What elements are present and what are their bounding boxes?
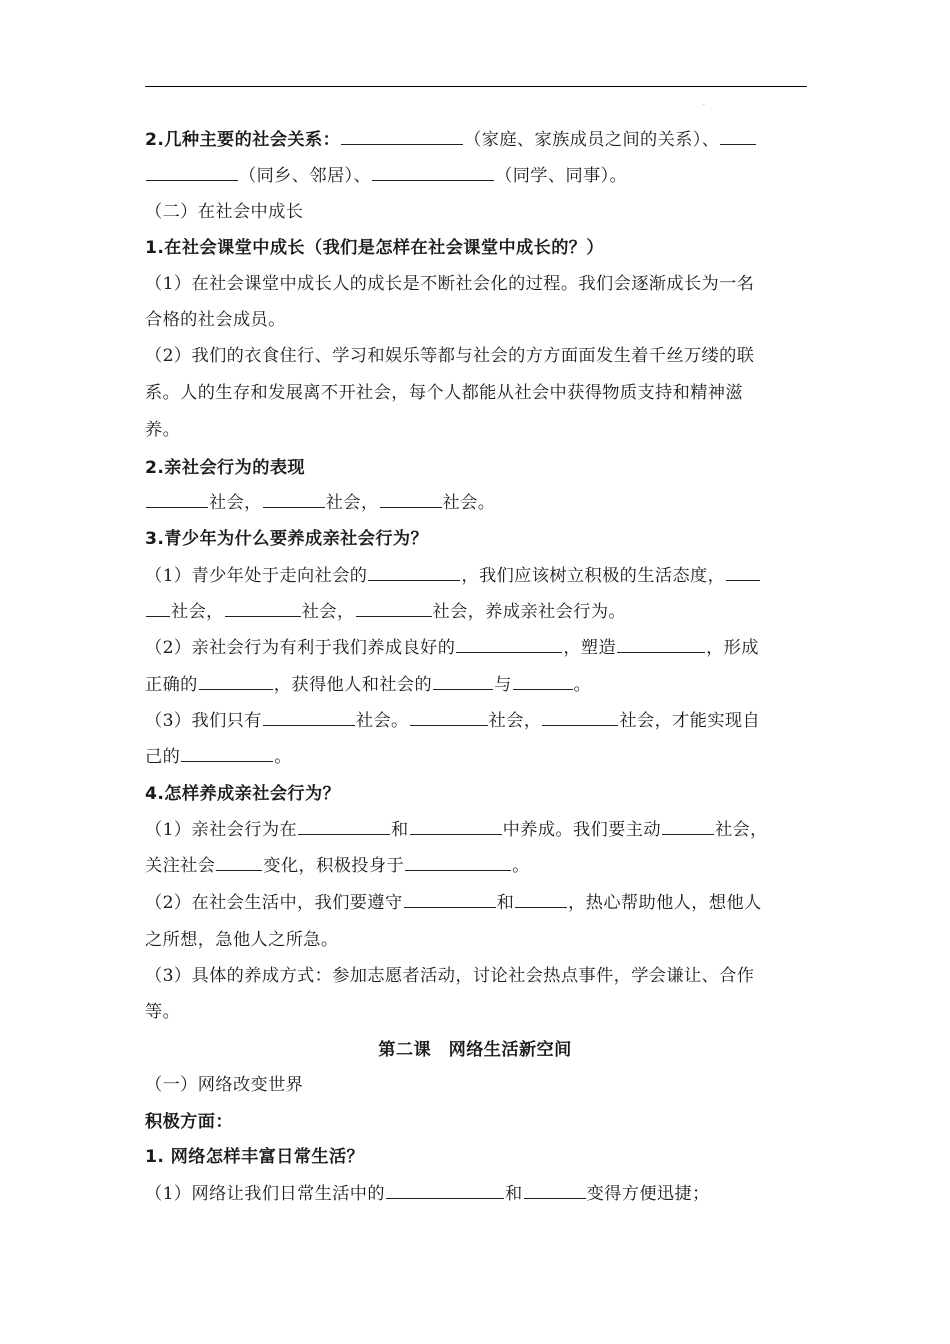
lesson-title: 第二课 网络生活新空间: [378, 1040, 572, 1060]
blank: [368, 566, 460, 581]
q4-p1-line2: 关注社会 变化，积极投身于 。: [145, 856, 530, 876]
blank: [456, 638, 562, 653]
blank: [146, 602, 170, 617]
header-dot: .: [703, 100, 705, 107]
blank: [263, 711, 355, 726]
q1-p1-line1: （1）在社会课堂中成长人的成长是不断社会化的过程。我们会逐渐成长为一名: [145, 274, 755, 294]
q2-title: 2.亲社会行为的表现: [145, 458, 305, 478]
q3-title: 3.青少年为什么要养成亲社会行为？: [145, 529, 429, 549]
q2-line: 社会， 社会， 社会。: [145, 492, 495, 514]
lesson-heading: （一）网络改变世界: [145, 1075, 304, 1095]
blank: [405, 856, 511, 871]
q4-p3-line1: （3）具体的养成方式：参加志愿者活动，讨论社会热点事件，学会谦让、合作: [145, 966, 755, 986]
q3-p2-line1: （2）亲社会行为有利于我们养成良好的 ，塑造 ，形成: [145, 638, 759, 658]
q4-p2-line2: 之所想，急他人之所急。: [145, 930, 339, 950]
q3-p3-line2: 己的 。: [145, 747, 292, 767]
relations-line-1: 2.几种主要的社会关系： （家庭、家族成员之间的关系）、: [145, 129, 757, 151]
blank: [515, 893, 567, 908]
blank: [410, 820, 502, 835]
blank: [542, 711, 618, 726]
q3-p1-line1: （1）青少年处于走向社会的 ，我们应该树立积极的生活态度，: [145, 565, 761, 587]
blank: [720, 130, 756, 145]
blank: [225, 602, 301, 617]
lesson-q1-p1: （1）网络让我们日常生活中的 和 变得方便迅捷；: [145, 1184, 710, 1204]
q1-p2-line2: 系。人的生存和发展离不开社会，每个人都能从社会中获得物质支持和精神滋: [145, 383, 743, 403]
blank: [298, 820, 390, 835]
blank: [404, 893, 496, 908]
q1-p1-line2: 合格的社会成员。: [145, 310, 286, 330]
blank: [726, 566, 760, 581]
q4-title: 4.怎样养成亲社会行为？: [145, 784, 341, 804]
header-rule: [145, 86, 807, 87]
blank: [341, 130, 463, 145]
blank: [356, 602, 432, 617]
blank: [181, 747, 273, 762]
q1-p2-line1: （2）我们的衣食住行、学习和娱乐等都与社会的方方面面发生着千丝万缕的联: [145, 346, 755, 366]
blank: [380, 493, 442, 508]
blank: [146, 166, 238, 181]
blank: [433, 675, 493, 690]
blank: [662, 820, 714, 835]
q3-p3-line1: （3）我们只有 社会。 社会， 社会，才能实现自: [145, 711, 761, 731]
q3-p1-line2: 社会， 社会， 社会，养成亲社会行为。: [145, 601, 626, 623]
blank: [199, 675, 273, 690]
blank: [513, 675, 573, 690]
section-heading: （二）在社会中成长: [145, 202, 304, 222]
q3-p2-line2: 正确的 ，获得他人和社会的 与 。: [145, 675, 592, 695]
q4-p2-line1: （2）在社会生活中，我们要遵守 和 ，热心帮助他人，想他人: [145, 893, 762, 913]
blank: [386, 1184, 504, 1199]
positive-label: 积极方面：: [145, 1112, 233, 1132]
blank: [524, 1184, 586, 1199]
blank: [263, 493, 325, 508]
q4-p3-line2: 等。: [145, 1002, 181, 1022]
relations-line-2: （同乡、邻居）、 （同学、同事）。: [145, 165, 627, 187]
blank: [216, 856, 262, 871]
q4-p1-line1: （1）亲社会行为在 和 中养成。我们要主动 社会，: [145, 820, 768, 840]
q1-p2-line3: 养。: [145, 420, 181, 440]
blank: [146, 493, 208, 508]
blank: [617, 638, 705, 653]
blank: [372, 166, 494, 181]
blank: [410, 711, 488, 726]
lesson-q1-title: 1. 网络怎样丰富日常生活？: [145, 1147, 365, 1167]
q1-title: 1.在社会课堂中成长（我们是怎样在社会课堂中成长的？）: [145, 238, 604, 258]
